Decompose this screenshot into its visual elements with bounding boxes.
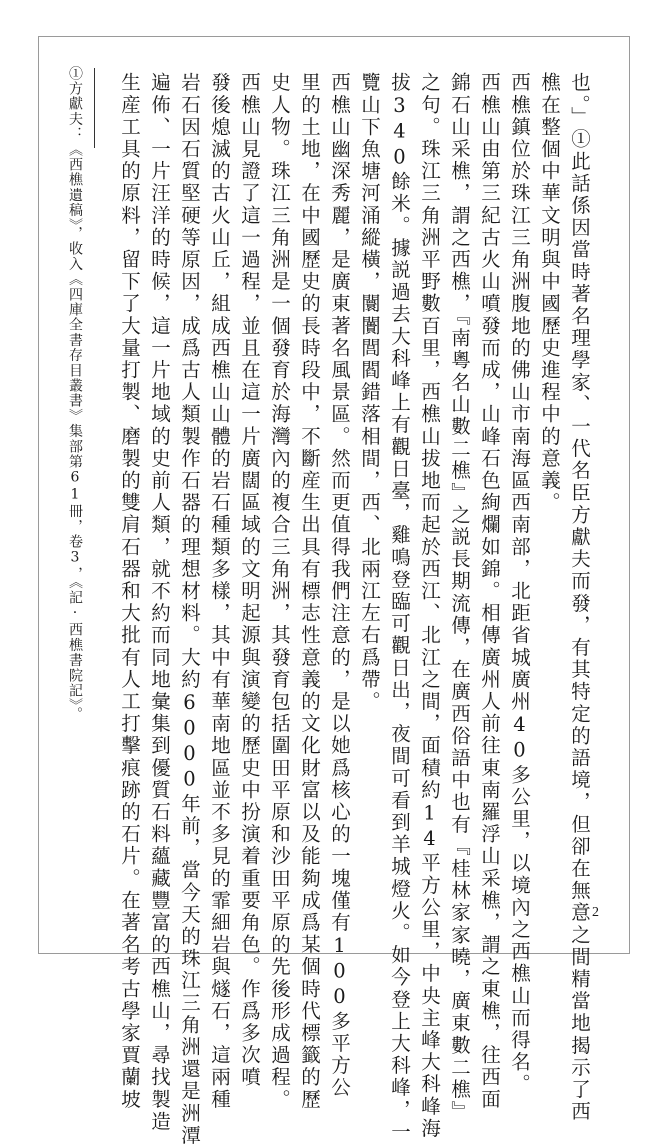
- text-column: 西樵山幽深秀麗，是廣東著名風景區。然而更值得我們注意的，是以她爲核心的一塊僅有100多平方公: [328, 72, 351, 1100]
- text-column: 西樵山由第三紀古火山噴發而成，山峰石色絢爛如錦。相傳廣州人前往東南羅浮山采樵，謂之東樵，往西面: [478, 72, 501, 1111]
- page-number: 2: [592, 905, 599, 920]
- text-column: 發後熄滅的古火山丘，組成西樵山山體的岩石種類多樣，其中有華南地區並不多見的霏細岩與燧石，這兩種: [208, 72, 231, 1111]
- text-column: 遍佈、一片汪洋的時候，這一片地域的史前人類，就不約而同地彙集到優質石料蘊藏豐富的西樵山，尋找製造: [148, 72, 171, 1133]
- text-column: 錦石山采樵，謂之西樵，『南粵名山數二樵』之説長期流傳，在廣西俗語中也有『桂林家家曉，廣東數二樵』: [448, 72, 471, 1124]
- text-column: 樵在整個中華文明與中國歷史進程中的意義。: [538, 72, 561, 514]
- text-column: 岩石因石質堅硬等原因，成爲古人類製作石器的理想材料。大約6000年前，當今天的珠江三角洲還是洲潭: [178, 72, 201, 1147]
- footnote-rule: [94, 68, 95, 148]
- text-column: 西樵山見證了這一過程，並且在這一片廣闊區域的文明起源與演變的歷史中扮演着重要角色。作爲多次噴: [238, 72, 261, 1089]
- text-column: 也。」①此話係因當時著名理學家、一代名臣方獻夫而發，有其特定的語境，但卻在無意之間精當地揭示了西: [568, 72, 591, 1124]
- text-column: 之句。珠江三角洲平野數百里，西樵山拔地而起於西江、北江之間，面積約14平方公里，中央主峰大科峰海: [418, 72, 441, 1140]
- footnote: ①方獻夫：《西樵遺稿》，收入《四庫全書存目叢書》集部第61冊，卷3，《記·西樵書院記》。: [67, 66, 83, 722]
- text-column: 史人物。珠江三角洲是一個發育於海灣內的複合三角洲，其發育包括圍田平原和沙田平原的先後形成過程。: [268, 72, 291, 1111]
- text-column: 拔340餘米。據説過去大科峰上有觀日臺，雞鳴登臨可觀日出，夜間可看到羊城燈火。如今登上大科峰，一: [388, 72, 411, 1144]
- text-column: 覽山下魚塘河涌縱橫，闤闠閭閻錯落相間，西、北兩江左右爲帶。: [358, 72, 381, 713]
- text-column: 生産工具的原料，留下了大量打製、磨製的雙肩石器和大批有人工打擊痕跡的石片。在著名考古學家賈蘭坡: [118, 72, 141, 1111]
- text-column: 里的土地，在中國歷史的長時段中，不斷産生出具有標志性意義的文化財富以及能夠成爲某個時代標籤的歷: [298, 72, 321, 1111]
- text-column: 西樵鎮位於珠江三角洲腹地的佛山市南海區西南部，北距省城廣州40多公里，以境內之西樵山而得名。: [508, 72, 531, 1096]
